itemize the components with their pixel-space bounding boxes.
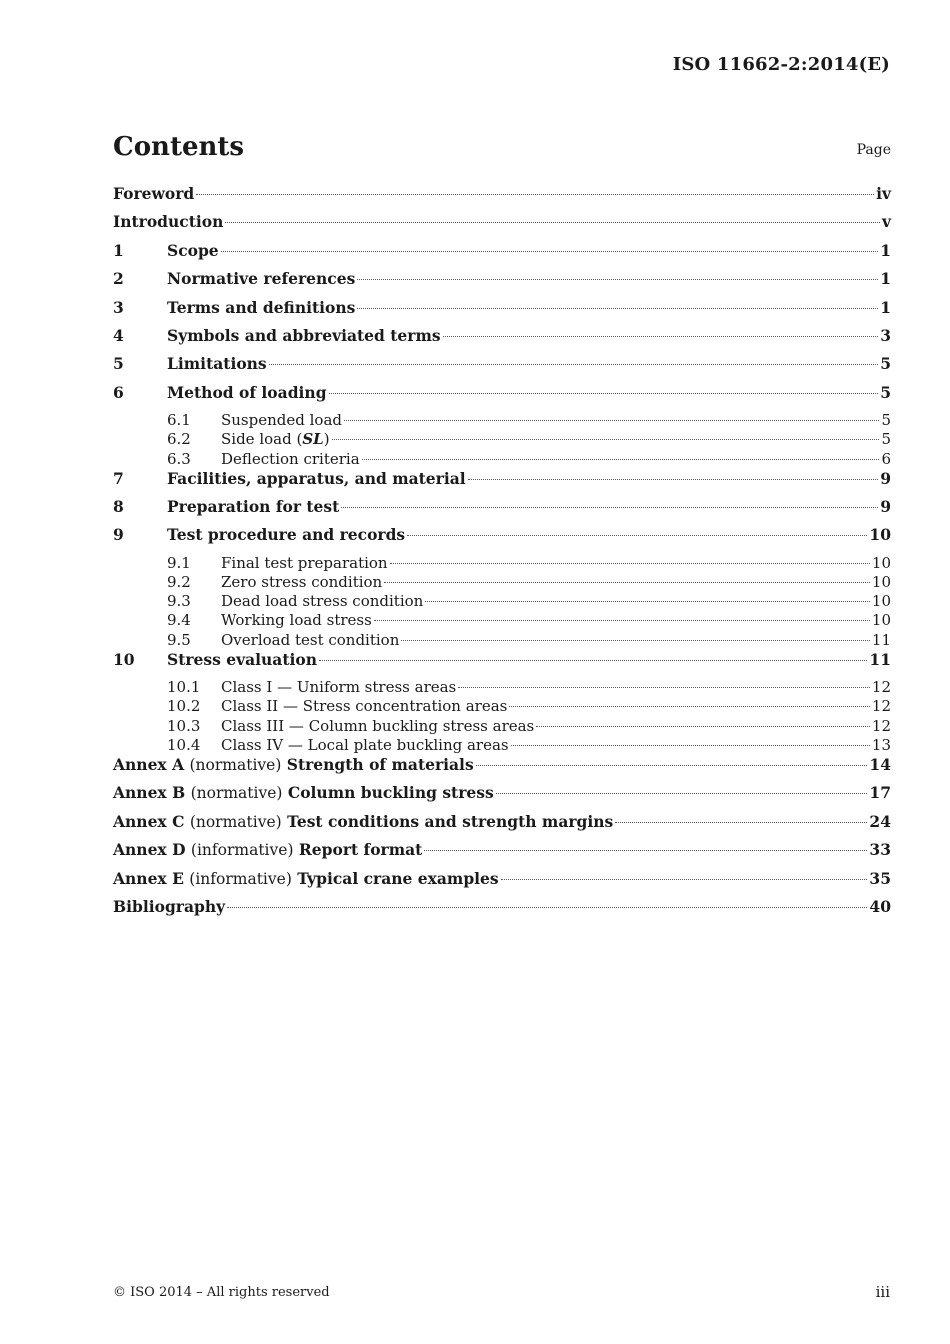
annex-label: Annex D [113,840,186,860]
toc-entry-title [167,326,441,345]
toc-page-number: 12 [871,678,891,697]
toc-page-number: 10 [871,592,891,611]
toc-page-number: 12 [871,716,891,735]
dot-leader [501,879,868,880]
toc-title-text: Overload test condition [221,630,400,649]
dot-leader [319,660,867,661]
toc-entry-number: 10.1 [167,678,201,697]
toc-entry[interactable] [113,869,891,897]
toc-entry-number: 10.3 [167,716,201,735]
toc-title-text: Column buckling stress [287,783,494,803]
dot-leader [476,765,868,766]
dot-leader [344,420,879,421]
toc-entry[interactable] [113,326,891,354]
toc-page-number: 33 [869,840,891,860]
toc-subentry[interactable] [113,678,891,697]
toc-page-number: 6 [881,449,891,468]
toc-entry-number: 2 [113,269,124,289]
toc-entry-number: 8 [113,497,124,517]
contents-header [113,130,891,170]
toc-entry-title [167,497,339,516]
annex-label: Annex B [113,783,186,803]
dot-leader [357,308,878,309]
toc-page-number: 12 [871,697,891,716]
dot-leader [390,563,870,564]
toc-entry-title [167,269,355,288]
toc-page-number: 10 [871,553,891,572]
toc-subentry[interactable] [113,717,891,736]
toc-entry-title [167,383,327,402]
toc-title-text: Bibliography [113,896,226,916]
toc-entry-title [167,525,405,544]
toc-entry[interactable] [113,241,891,269]
toc-entry-number: 6.3 [167,449,191,468]
toc-entry[interactable] [113,469,891,497]
toc-entry-number: 9.1 [167,553,191,572]
toc-page-number: 3 [880,325,891,345]
toc-title-text: Limitations [167,354,267,374]
toc-subentry[interactable] [113,430,891,449]
toc-entry-title [221,592,423,610]
toc-page-number: 11 [869,649,891,669]
toc-entry[interactable] [113,298,891,326]
toc-page-number: 14 [869,754,891,774]
page-number: iii [875,1283,890,1301]
table-of-contents [113,184,891,925]
toc-page-number: 9 [880,468,891,488]
toc-entry-title [221,411,342,429]
dot-leader [468,479,879,480]
toc-title-italic: SL [302,430,324,449]
toc-title-text: Test procedure and records [167,525,406,545]
toc-title-text: Facilities, apparatus, and material [167,468,466,488]
dot-leader [269,364,879,365]
toc-subentry[interactable] [113,450,891,469]
toc-entry[interactable] [113,269,891,297]
toc-page-number: 40 [869,896,891,916]
toc-title-text: Deflection criteria [221,449,360,468]
toc-title-text: Normative references [167,269,356,289]
toc-entry-title [221,697,507,715]
toc-entry-title [167,298,355,317]
toc-title-text: Class II — Stress concentration areas [221,697,508,716]
toc-entry-title [113,184,194,203]
toc-entry-title [113,897,225,916]
toc-page-number: 5 [880,354,891,374]
toc-subentry[interactable] [113,736,891,755]
toc-page-number: iv [876,184,891,203]
dot-leader [362,459,880,460]
toc-entry[interactable] [113,497,891,525]
toc-page-number: 1 [880,240,891,260]
dot-leader [536,726,870,727]
toc-subentry[interactable] [113,592,891,611]
dot-leader [374,620,870,621]
annex-label: Annex E [113,868,184,888]
toc-title-text: Terms and definitions [167,297,356,317]
toc-title-text: Strength of materials [286,754,474,774]
toc-title-text: Preparation for test [167,497,340,517]
toc-entry-title [221,554,388,572]
toc-entry[interactable] [113,650,891,678]
toc-entry[interactable] [113,525,891,553]
toc-entry-number: 9.2 [167,573,191,592]
toc-entry-title [167,650,317,669]
toc-page-number: 5 [880,382,891,402]
toc-entry-number: 9.3 [167,592,191,611]
toc-entry[interactable] [113,897,891,925]
toc-page-number: 17 [869,783,891,803]
annex-label: Annex A [113,754,185,774]
toc-entry-title [113,840,422,859]
toc-entry-number: 5 [113,354,124,374]
toc-entry-number: 3 [113,297,124,317]
copyright-notice: © ISO 2014 – All rights reserved [113,1285,330,1300]
toc-entry-number: 7 [113,468,124,488]
toc-title-text: Symbols and abbreviated terms [167,325,441,345]
toc-title-text: Suspended load [221,411,342,430]
toc-page-number: 5 [881,430,891,449]
toc-title-suffix: ) [323,430,330,449]
toc-entry-title [167,469,466,488]
toc-title-text: Stress evaluation [167,649,317,669]
toc-entry-title [113,869,499,888]
toc-page-number: 10 [871,573,891,592]
toc-page-number: 5 [881,411,891,430]
toc-page-number: 13 [871,735,891,754]
toc-entry-number: 6.2 [167,430,191,449]
toc-entry[interactable] [113,840,891,868]
toc-subentry[interactable] [113,573,891,592]
toc-entry-title [221,450,360,468]
dot-leader [407,535,867,536]
toc-title-text: Test conditions and strength margins [287,811,614,831]
toc-page-number: 11 [871,630,891,649]
dot-leader [225,222,880,223]
toc-title-text: Final test preparation [221,553,388,572]
dot-leader [357,279,878,280]
toc-entry-number: 6.1 [167,411,191,430]
toc-entry-title [167,354,267,373]
toc-entry-number: 4 [113,325,124,345]
toc-title-text: Dead load stress condition [221,592,424,611]
dot-leader [221,251,879,252]
document-id: ISO 11662-2:2014(E) [672,54,890,75]
toc-entry[interactable] [113,212,891,240]
toc-entry-title [113,783,494,802]
contents-title: Contents [113,132,245,162]
toc-entry-title [221,573,382,591]
toc-entry-title [221,631,399,649]
toc-subentry[interactable] [113,697,891,716]
dot-leader [443,336,879,337]
dot-leader [384,582,870,583]
toc-title-text: Foreword [113,184,195,203]
toc-entry-number: 10.4 [167,735,201,754]
toc-title-text: Typical crane examples [297,868,499,888]
toc-entry-title [221,611,372,629]
toc-title-text: Working load stress [221,611,372,630]
toc-title-text: Introduction [113,212,224,232]
toc-entry-title [113,812,613,831]
toc-entry[interactable] [113,184,891,212]
toc-subentry[interactable] [113,411,891,430]
toc-title-text: Class IV — Local plate buckling areas [221,735,509,754]
toc-entry-number: 10.2 [167,697,201,716]
toc-entry[interactable] [113,783,891,811]
toc-page-number: 35 [869,868,891,888]
dot-leader [424,850,867,851]
toc-entry-number: 1 [113,240,124,260]
toc-title-text: Scope [167,240,219,260]
toc-entry-number: 10 [113,649,135,669]
toc-entry-title [113,212,223,231]
toc-entry[interactable] [113,354,891,382]
dot-leader [511,745,870,746]
toc-entry-number: 6 [113,382,124,402]
toc-entry-title [221,736,509,754]
toc-entry-title [221,717,534,735]
annex-kind: (informative) [189,869,292,888]
toc-entry-title [113,755,474,774]
toc-page-number: 1 [880,269,891,289]
toc-title-text: Report format [298,840,423,860]
dot-leader [425,601,870,602]
toc-subentry[interactable] [113,611,891,630]
annex-kind: (normative) [189,755,282,774]
annex-kind: (normative) [190,784,283,803]
toc-page-number: 10 [869,525,891,545]
dot-leader [458,687,870,688]
toc-page-number: 9 [880,497,891,517]
toc-page-number: 1 [880,297,891,317]
dot-leader [615,822,867,823]
toc-page-number: 10 [871,611,891,630]
toc-entry-number: 9.5 [167,630,191,649]
annex-kind: (informative) [190,841,294,860]
toc-entry-title [167,241,219,260]
toc-title-text: Zero stress condition [221,573,383,592]
dot-leader [496,793,868,794]
toc-entry[interactable] [113,812,891,840]
annex-label: Annex C [113,811,185,831]
dot-leader [341,507,878,508]
toc-title-text: Method of loading [167,382,327,402]
toc-title-text: Side load ( [221,430,303,449]
toc-subentry[interactable] [113,554,891,573]
page-column-label: Page [856,142,891,158]
dot-leader [332,439,880,440]
toc-page-number: v [881,212,891,232]
toc-entry-number: 9.4 [167,611,191,630]
toc-entry-title [221,430,330,448]
toc-entry-number: 9 [113,525,124,545]
toc-page-number: 24 [869,811,891,831]
toc-entry[interactable] [113,755,891,783]
toc-entry-title [221,678,456,696]
dot-leader [196,194,874,195]
toc-title-text: Class I — Uniform stress areas [221,678,457,697]
dot-leader [509,706,870,707]
dot-leader [401,640,870,641]
dot-leader [227,907,867,908]
toc-entry[interactable] [113,383,891,411]
dot-leader [329,393,879,394]
toc-subentry[interactable] [113,631,891,650]
toc-title-text: Class III — Column buckling stress areas [221,716,535,735]
annex-kind: (normative) [189,812,282,831]
